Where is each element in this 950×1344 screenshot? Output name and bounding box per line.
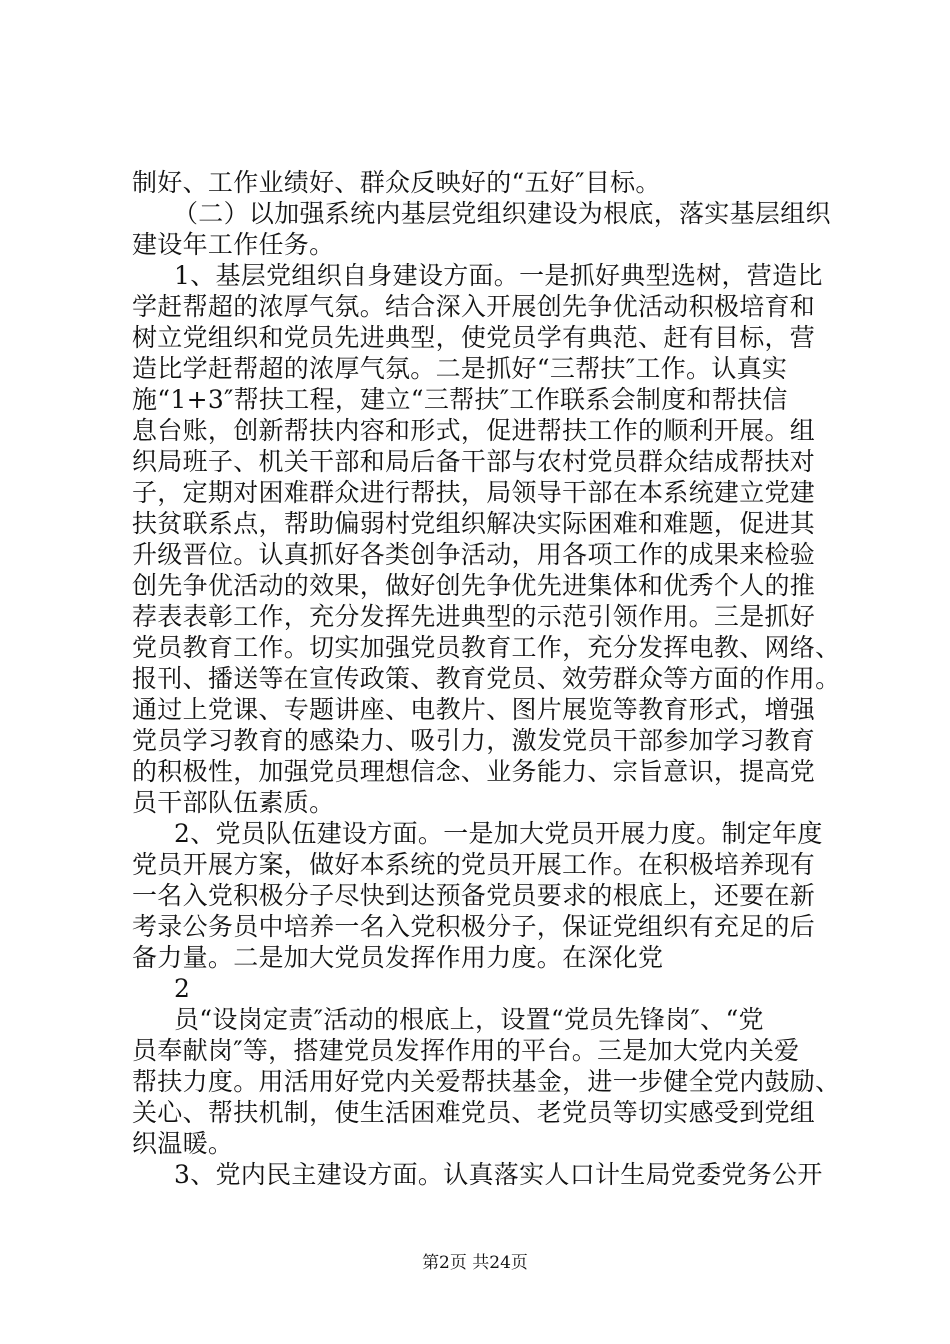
- text-line: 备力量。二是加大党员发挥作用力度。在深化党: [132, 943, 664, 972]
- text-line: 党员开展方案，做好本系统的党员开展工作。在积极培养现有: [132, 850, 816, 879]
- text-line: 员奉献岗″等，搭建党员发挥作用的平台。三是加大党内关爱: [132, 1036, 800, 1065]
- text-line: 员“设岗定责″活动的根底上，设置“党员先锋岗″、“党: [174, 1005, 764, 1034]
- text-line: 树立党组织和党员先进典型，使党员学有典范、赶有目标，营: [132, 323, 816, 352]
- text-line: 建设年工作任务。: [132, 230, 335, 259]
- text-line: 制好、工作业绩好、群众反映好的“五好″目标。: [132, 168, 661, 197]
- text-line: 子，定期对困难群众进行帮扶，局领导干部在本系统建立党建: [132, 478, 816, 507]
- text-line: 通过上党课、专题讲座、电教片、图片展览等教育形式，增强: [132, 695, 816, 724]
- page-footer: 第2页 共24页: [422, 1253, 528, 1273]
- text-line: 党员学习教育的感染力、吸引力，激发党员干部参加学习教育: [132, 726, 816, 755]
- text-line: 扶贫联系点，帮助偏弱村党组织解决实际困难和难题，促进其: [132, 509, 816, 538]
- text-line: 一名入党积极分子尽快到达预备党员要求的根底上，还要在新: [132, 881, 816, 910]
- text-line: 造比学赶帮超的浓厚气氛。二是抓好“三帮扶″工作。认真实: [132, 354, 788, 383]
- text-line: 关心、帮扶机制，使生活困难党员、老党员等切实感受到党组: [132, 1098, 816, 1127]
- page-number-marker: 2: [174, 974, 191, 1003]
- text-line: 1、基层党组织自身建设方面。一是抓好典型选树，营造比: [174, 261, 823, 290]
- text-line: 织温暖。: [132, 1129, 234, 1158]
- text-line: （二）以加强系统内基层党组织建设为根底，落实基层组织: [173, 199, 831, 228]
- text-line: 升级晋位。认真抓好各类创争活动，用各项工作的成果来检验: [132, 540, 816, 569]
- text-line: 荐表表彰工作，充分发挥先进典型的示范引领作用。三是抓好: [132, 602, 816, 631]
- text-line: 施“1+3″帮扶工程，建立“三帮扶″工作联系会制度和帮扶信: [132, 385, 788, 414]
- text-line: 党员教育工作。切实加强党员教育工作，充分发挥电教、网络、: [132, 633, 841, 662]
- text-line: 息台账，创新帮扶内容和形式，促进帮扶工作的顺利开展。组: [132, 416, 816, 445]
- text-line: 学赶帮超的浓厚气氛。结合深入开展创先争优活动积极培育和: [132, 292, 816, 321]
- text-line: 织局班子、机关干部和局后备干部与农村党员群众结成帮扶对: [132, 447, 816, 476]
- text-line: 3、党内民主建设方面。认真落实人口计生局党委党务公开: [174, 1160, 823, 1189]
- text-line: 创先争优活动的效果，做好创先争优先进集体和优秀个人的推: [132, 571, 816, 600]
- text-line: 报刊、播送等在宣传政策、教育党员、效劳群众等方面的作用。: [132, 664, 841, 693]
- text-line: 的积极性，加强党员理想信念、业务能力、宗旨意识，提高党: [132, 757, 816, 786]
- text-line: 考录公务员中培养一名入党积极分子，保证党组织有充足的后: [132, 912, 816, 941]
- text-line: 帮扶力度。用活用好党内关爱帮扶基金，进一步健全党内鼓励、: [132, 1067, 841, 1096]
- text-line: 2、党员队伍建设方面。一是加大党员开展力度。制定年度: [174, 819, 823, 848]
- text-line: 员干部队伍素质。: [132, 788, 335, 817]
